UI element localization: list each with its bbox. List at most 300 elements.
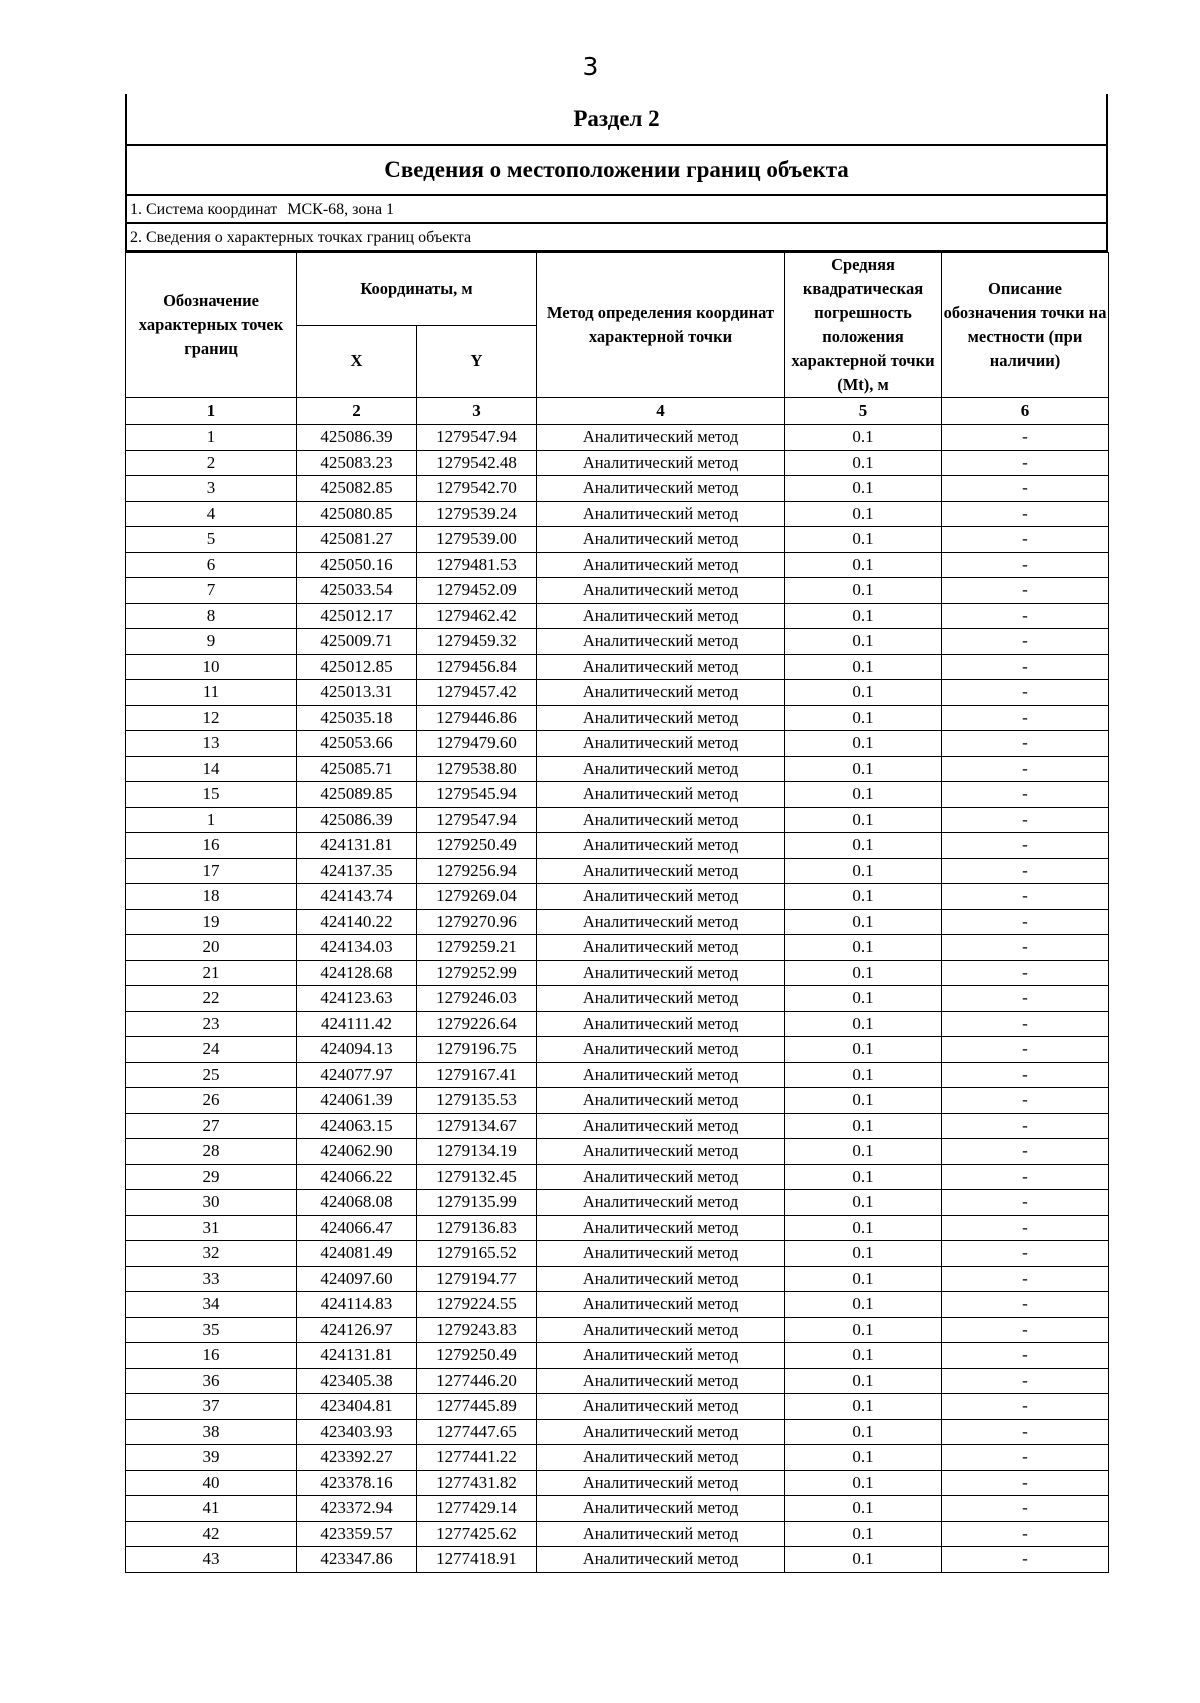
point-id-cell: 5 [126,527,297,553]
x-coordinate-cell: 424140.22 [297,909,417,935]
table-row [126,501,1109,527]
column-number: 4 [537,398,785,425]
point-id-cell: 22 [126,986,297,1012]
description-cell: - [942,552,1109,578]
method-cell: Аналитический метод [537,552,785,578]
coordinate-system-row [127,196,1106,224]
method-cell: Аналитический метод [537,501,785,527]
y-coordinate-cell: 1277446.20 [417,1368,537,1394]
description-cell: - [942,1496,1109,1522]
table-row [126,705,1109,731]
error-cell: 0.1 [785,425,942,451]
x-coordinate-cell: 424128.68 [297,960,417,986]
error-cell: 0.1 [785,1547,942,1573]
point-id-cell: 1 [126,425,297,451]
x-coordinate-cell: 424066.47 [297,1215,417,1241]
method-cell: Аналитический метод [537,1190,785,1216]
y-coordinate-cell: 1277441.22 [417,1445,537,1471]
method-cell: Аналитический метод [537,1164,785,1190]
error-cell: 0.1 [785,680,942,706]
table-row [126,960,1109,986]
y-coordinate-cell: 1279250.49 [417,1343,537,1369]
method-cell: Аналитический метод [537,1215,785,1241]
error-cell: 0.1 [785,1317,942,1343]
table-row [126,858,1109,884]
description-cell: - [942,1547,1109,1573]
error-cell: 0.1 [785,1521,942,1547]
error-cell: 0.1 [785,807,942,833]
section-subtitle: Сведения о местоположении границ объекта [127,146,1106,196]
error-cell: 0.1 [785,1062,942,1088]
y-coordinate-cell: 1279456.84 [417,654,537,680]
point-id-cell: 41 [126,1496,297,1522]
description-cell: - [942,705,1109,731]
y-coordinate-cell: 1279246.03 [417,986,537,1012]
description-cell: - [942,1139,1109,1165]
table-row [126,1088,1109,1114]
table-row [126,1343,1109,1369]
error-cell: 0.1 [785,756,942,782]
x-coordinate-cell: 425013.31 [297,680,417,706]
x-coordinate-cell: 425085.71 [297,756,417,782]
column-number: 3 [417,398,537,425]
method-cell: Аналитический метод [537,476,785,502]
method-cell: Аналитический метод [537,680,785,706]
description-cell: - [942,884,1109,910]
method-cell: Аналитический метод [537,909,785,935]
description-cell: - [942,756,1109,782]
error-cell: 0.1 [785,1496,942,1522]
table-row [126,1037,1109,1063]
error-cell: 0.1 [785,1394,942,1420]
method-cell: Аналитический метод [537,1419,785,1445]
method-cell: Аналитический метод [537,986,785,1012]
y-coordinate-cell: 1277445.89 [417,1394,537,1420]
y-coordinate-cell: 1279136.83 [417,1215,537,1241]
description-cell: - [942,1190,1109,1216]
y-coordinate-cell: 1279542.48 [417,450,537,476]
description-cell: - [942,1521,1109,1547]
x-coordinate-cell: 425012.85 [297,654,417,680]
table-row [126,476,1109,502]
description-cell: - [942,654,1109,680]
point-id-cell: 11 [126,680,297,706]
y-coordinate-cell: 1279545.94 [417,782,537,808]
point-id-cell: 33 [126,1266,297,1292]
point-id-cell: 8 [126,603,297,629]
table-row [126,654,1109,680]
description-cell: - [942,425,1109,451]
method-cell: Аналитический метод [537,603,785,629]
y-coordinate-cell: 1279132.45 [417,1164,537,1190]
x-coordinate-cell: 424131.81 [297,833,417,859]
description-cell: - [942,1368,1109,1394]
description-cell: - [942,1164,1109,1190]
y-coordinate-cell: 1279224.55 [417,1292,537,1318]
page-number: 3 [582,52,599,81]
table-row [126,782,1109,808]
error-cell: 0.1 [785,1088,942,1114]
method-cell: Аналитический метод [537,1445,785,1471]
error-cell: 0.1 [785,552,942,578]
point-id-cell: 42 [126,1521,297,1547]
x-coordinate-cell: 424077.97 [297,1062,417,1088]
y-coordinate-cell: 1279479.60 [417,731,537,757]
y-coordinate-cell: 1279243.83 [417,1317,537,1343]
table-row [126,1317,1109,1343]
method-cell: Аналитический метод [537,807,785,833]
coordinate-system-label: 1. Система координат [130,201,278,218]
y-coordinate-cell: 1279538.80 [417,756,537,782]
table-row [126,1292,1109,1318]
error-cell: 0.1 [785,603,942,629]
error-cell: 0.1 [785,909,942,935]
table-row [126,935,1109,961]
point-id-cell: 43 [126,1547,297,1573]
method-cell: Аналитический метод [537,833,785,859]
x-coordinate-cell: 424143.74 [297,884,417,910]
table-header-row [126,253,1109,326]
error-cell: 0.1 [785,1266,942,1292]
table-body [126,425,1109,1573]
error-cell: 0.1 [785,1190,942,1216]
x-coordinate-cell: 424097.60 [297,1266,417,1292]
column-number: 2 [297,398,417,425]
method-cell: Аналитический метод [537,884,785,910]
method-cell: Аналитический метод [537,756,785,782]
x-coordinate-cell: 424111.42 [297,1011,417,1037]
table-row [126,986,1109,1012]
point-id-cell: 13 [126,731,297,757]
x-coordinate-cell: 425086.39 [297,425,417,451]
method-cell: Аналитический метод [537,1470,785,1496]
column-numbers-row [126,398,1109,425]
error-cell: 0.1 [785,1292,942,1318]
description-cell: - [942,986,1109,1012]
y-coordinate-cell: 1279196.75 [417,1037,537,1063]
error-cell: 0.1 [785,935,942,961]
table-row [126,1266,1109,1292]
header-method: Метод определения координат характерной точки [537,253,785,398]
point-id-cell: 27 [126,1113,297,1139]
error-cell: 0.1 [785,527,942,553]
point-id-cell: 31 [126,1215,297,1241]
method-cell: Аналитический метод [537,1496,785,1522]
header-coordinates: Координаты, м [297,253,537,326]
error-cell: 0.1 [785,858,942,884]
x-coordinate-cell: 425033.54 [297,578,417,604]
method-cell: Аналитический метод [537,1521,785,1547]
error-cell: 0.1 [785,1368,942,1394]
method-cell: Аналитический метод [537,1317,785,1343]
x-coordinate-cell: 423403.93 [297,1419,417,1445]
table-row [126,1394,1109,1420]
x-coordinate-cell: 423347.86 [297,1547,417,1573]
column-number: 1 [126,398,297,425]
error-cell: 0.1 [785,1164,942,1190]
method-cell: Аналитический метод [537,425,785,451]
description-cell: - [942,1394,1109,1420]
table-row [126,756,1109,782]
point-id-cell: 21 [126,960,297,986]
table-row [126,807,1109,833]
table-row [126,629,1109,655]
description-cell: - [942,1215,1109,1241]
error-cell: 0.1 [785,629,942,655]
table-row [126,1521,1109,1547]
x-coordinate-cell: 424063.15 [297,1113,417,1139]
boundary-points-table [125,252,1109,1573]
header-y: Y [417,325,537,398]
method-cell: Аналитический метод [537,960,785,986]
method-cell: Аналитический метод [537,1062,785,1088]
y-coordinate-cell: 1279135.99 [417,1190,537,1216]
error-cell: 0.1 [785,1215,942,1241]
point-id-cell: 17 [126,858,297,884]
description-cell: - [942,1062,1109,1088]
description-cell: - [942,1266,1109,1292]
y-coordinate-cell: 1279446.86 [417,705,537,731]
method-cell: Аналитический метод [537,578,785,604]
x-coordinate-cell: 423359.57 [297,1521,417,1547]
y-coordinate-cell: 1279165.52 [417,1241,537,1267]
description-cell: - [942,1445,1109,1471]
description-cell: - [942,833,1109,859]
description-cell: - [942,1088,1109,1114]
error-cell: 0.1 [785,1241,942,1267]
y-coordinate-cell: 1279226.64 [417,1011,537,1037]
x-coordinate-cell: 425035.18 [297,705,417,731]
description-cell: - [942,1343,1109,1369]
x-coordinate-cell: 425089.85 [297,782,417,808]
column-number: 6 [942,398,1109,425]
y-coordinate-cell: 1279539.00 [417,527,537,553]
y-coordinate-cell: 1277429.14 [417,1496,537,1522]
y-coordinate-cell: 1279167.41 [417,1062,537,1088]
error-cell: 0.1 [785,1343,942,1369]
error-cell: 0.1 [785,1470,942,1496]
y-coordinate-cell: 1279134.67 [417,1113,537,1139]
y-coordinate-cell: 1279462.42 [417,603,537,629]
y-coordinate-cell: 1279259.21 [417,935,537,961]
method-cell: Аналитический метод [537,450,785,476]
method-cell: Аналитический метод [537,1011,785,1037]
table-row [126,603,1109,629]
y-coordinate-cell: 1279452.09 [417,578,537,604]
x-coordinate-cell: 424068.08 [297,1190,417,1216]
error-cell: 0.1 [785,1445,942,1471]
x-coordinate-cell: 424114.83 [297,1292,417,1318]
point-id-cell: 36 [126,1368,297,1394]
x-coordinate-cell: 425053.66 [297,731,417,757]
method-cell: Аналитический метод [537,629,785,655]
y-coordinate-cell: 1279547.94 [417,425,537,451]
y-coordinate-cell: 1279542.70 [417,476,537,502]
description-cell: - [942,960,1109,986]
error-cell: 0.1 [785,833,942,859]
y-coordinate-cell: 1279256.94 [417,858,537,884]
x-coordinate-cell: 424131.81 [297,1343,417,1369]
table-row [126,884,1109,910]
x-coordinate-cell: 425012.17 [297,603,417,629]
point-id-cell: 12 [126,705,297,731]
point-id-cell: 30 [126,1190,297,1216]
y-coordinate-cell: 1279135.53 [417,1088,537,1114]
description-cell: - [942,578,1109,604]
description-cell: - [942,807,1109,833]
x-coordinate-cell: 425082.85 [297,476,417,502]
x-coordinate-cell: 424123.63 [297,986,417,1012]
method-cell: Аналитический метод [537,935,785,961]
description-cell: - [942,527,1109,553]
table-row [126,731,1109,757]
description-cell: - [942,731,1109,757]
method-cell: Аналитический метод [537,527,785,553]
y-coordinate-cell: 1279134.19 [417,1139,537,1165]
method-cell: Аналитический метод [537,1368,785,1394]
x-coordinate-cell: 424062.90 [297,1139,417,1165]
point-id-cell: 38 [126,1419,297,1445]
point-id-cell: 25 [126,1062,297,1088]
point-id-cell: 29 [126,1164,297,1190]
point-id-cell: 4 [126,501,297,527]
error-cell: 0.1 [785,731,942,757]
table-row [126,1062,1109,1088]
header-designation: Обозначение характерных точек границ [126,253,297,398]
table-row [126,425,1109,451]
section-title: Раздел 2 [127,94,1106,146]
point-id-cell: 16 [126,1343,297,1369]
method-cell: Аналитический метод [537,1241,785,1267]
error-cell: 0.1 [785,1419,942,1445]
table-row [126,833,1109,859]
table-row [126,1470,1109,1496]
table-row [126,1496,1109,1522]
x-coordinate-cell: 423378.16 [297,1470,417,1496]
method-cell: Аналитический метод [537,1113,785,1139]
description-cell: - [942,1317,1109,1343]
method-cell: Аналитический метод [537,1292,785,1318]
x-coordinate-cell: 424081.49 [297,1241,417,1267]
description-cell: - [942,680,1109,706]
error-cell: 0.1 [785,578,942,604]
point-id-cell: 37 [126,1394,297,1420]
table-row [126,909,1109,935]
y-coordinate-cell: 1279194.77 [417,1266,537,1292]
x-coordinate-cell: 423392.27 [297,1445,417,1471]
y-coordinate-cell: 1279539.24 [417,501,537,527]
x-coordinate-cell: 425086.39 [297,807,417,833]
error-cell: 0.1 [785,884,942,910]
method-cell: Аналитический метод [537,705,785,731]
table-row [126,1164,1109,1190]
x-coordinate-cell: 425083.23 [297,450,417,476]
error-cell: 0.1 [785,705,942,731]
description-cell: - [942,1241,1109,1267]
point-id-cell: 2 [126,450,297,476]
header-description: Описание обозначения точки на местности (при наличии) [942,253,1109,398]
point-id-cell: 16 [126,833,297,859]
x-coordinate-cell: 425050.16 [297,552,417,578]
error-cell: 0.1 [785,476,942,502]
error-cell: 0.1 [785,1011,942,1037]
description-cell: - [942,1113,1109,1139]
error-cell: 0.1 [785,960,942,986]
description-cell: - [942,935,1109,961]
x-coordinate-cell: 425080.85 [297,501,417,527]
y-coordinate-cell: 1277425.62 [417,1521,537,1547]
description-cell: - [942,1011,1109,1037]
y-coordinate-cell: 1279547.94 [417,807,537,833]
error-cell: 0.1 [785,1113,942,1139]
method-cell: Аналитический метод [537,858,785,884]
y-coordinate-cell: 1279457.42 [417,680,537,706]
table-row [126,1419,1109,1445]
point-id-cell: 19 [126,909,297,935]
table-row [126,1113,1109,1139]
error-cell: 0.1 [785,782,942,808]
x-coordinate-cell: 423404.81 [297,1394,417,1420]
x-coordinate-cell: 424061.39 [297,1088,417,1114]
point-id-cell: 10 [126,654,297,680]
point-id-cell: 15 [126,782,297,808]
document-body [125,94,1108,1573]
method-cell: Аналитический метод [537,782,785,808]
point-id-cell: 32 [126,1241,297,1267]
x-coordinate-cell: 424134.03 [297,935,417,961]
description-cell: - [942,1292,1109,1318]
method-cell: Аналитический метод [537,1394,785,1420]
table-row [126,1011,1109,1037]
table-row [126,527,1109,553]
y-coordinate-cell: 1277431.82 [417,1470,537,1496]
y-coordinate-cell: 1279459.32 [417,629,537,655]
header-error: Средняя квадратическая погрешность положения характерной точки (Mt), м [785,253,942,398]
description-cell: - [942,476,1109,502]
table-row [126,552,1109,578]
point-id-cell: 26 [126,1088,297,1114]
y-coordinate-cell: 1279270.96 [417,909,537,935]
x-coordinate-cell: 424066.22 [297,1164,417,1190]
y-coordinate-cell: 1277418.91 [417,1547,537,1573]
error-cell: 0.1 [785,654,942,680]
method-cell: Аналитический метод [537,1139,785,1165]
method-cell: Аналитический метод [537,731,785,757]
point-id-cell: 9 [126,629,297,655]
method-cell: Аналитический метод [537,1037,785,1063]
point-id-cell: 35 [126,1317,297,1343]
description-cell: - [942,1037,1109,1063]
point-id-cell: 20 [126,935,297,961]
description-cell: - [942,1470,1109,1496]
description-cell: - [942,501,1109,527]
description-cell: - [942,782,1109,808]
table-row [126,1445,1109,1471]
error-cell: 0.1 [785,501,942,527]
table-row [126,1215,1109,1241]
point-id-cell: 18 [126,884,297,910]
coordinate-system-value: МСК-68, зона 1 [287,201,395,218]
y-coordinate-cell: 1277447.65 [417,1419,537,1445]
error-cell: 0.1 [785,1037,942,1063]
y-coordinate-cell: 1279269.04 [417,884,537,910]
point-id-cell: 40 [126,1470,297,1496]
x-coordinate-cell: 423372.94 [297,1496,417,1522]
description-cell: - [942,450,1109,476]
column-number: 5 [785,398,942,425]
error-cell: 0.1 [785,450,942,476]
point-id-cell: 14 [126,756,297,782]
